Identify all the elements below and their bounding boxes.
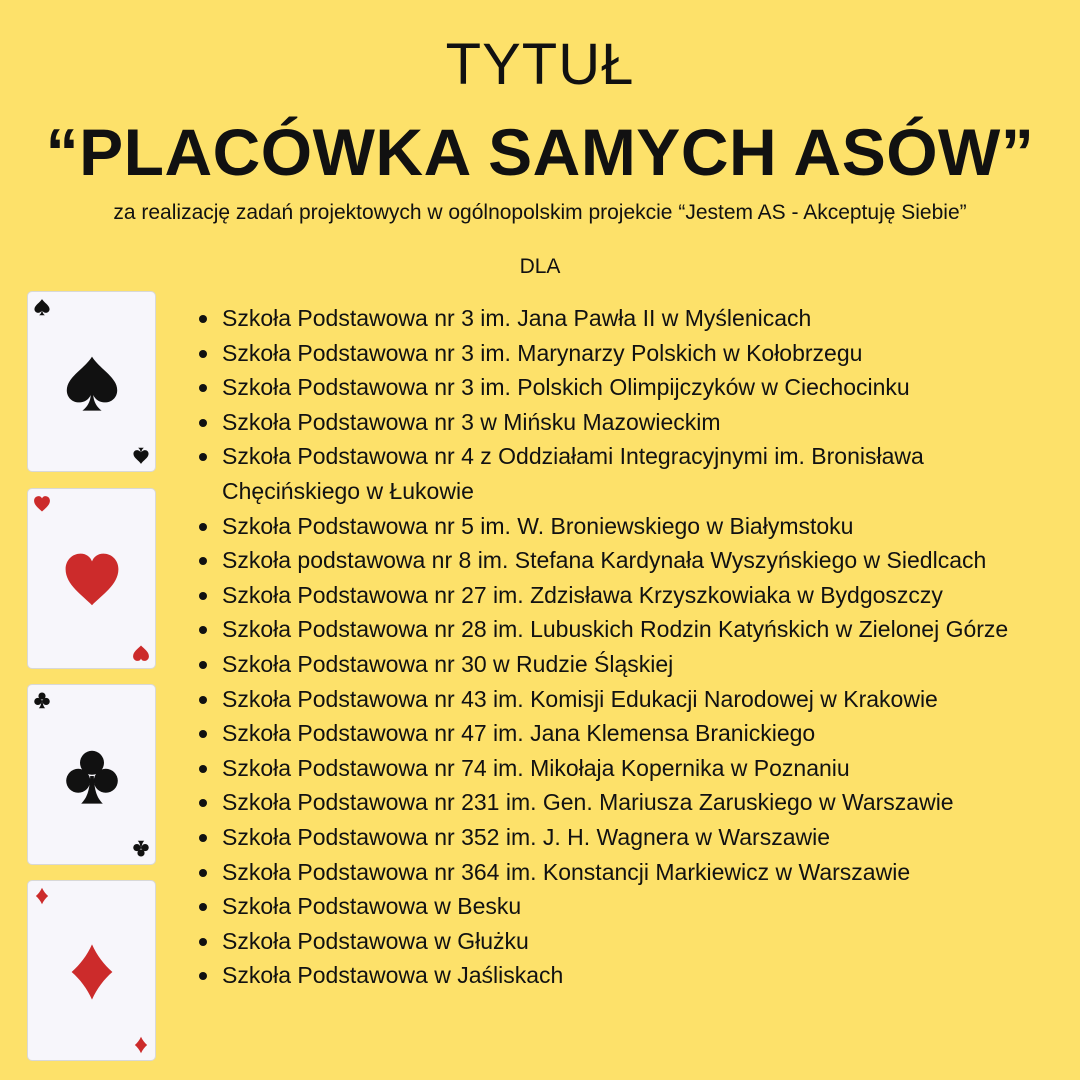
list-item: Szkoła Podstawowa nr 5 im. W. Broniewskiego w Białymstoku bbox=[196, 509, 1056, 544]
heart-icon bbox=[33, 495, 51, 513]
list-item: Szkoła Podstawowa nr 3 im. Jana Pawła II w Myślenicach bbox=[196, 301, 1056, 336]
diamond-icon bbox=[132, 1036, 150, 1054]
spade-icon bbox=[62, 353, 122, 413]
list-item: Szkoła Podstawowa nr 47 im. Jana Klemensa Branickiego bbox=[196, 716, 1056, 751]
club-icon bbox=[62, 746, 122, 806]
list-item: Szkoła Podstawowa nr 352 im. J. H. Wagnera w Warszawie bbox=[196, 820, 1056, 855]
spade-icon bbox=[132, 447, 150, 465]
list-item: Szkoła Podstawowa w Jaśliskach bbox=[196, 958, 1056, 993]
list-item: Szkoła Podstawowa nr 231 im. Gen. Mariusza Zaruskiego w Warszawie bbox=[196, 785, 1056, 820]
list-item: Szkoła Podstawowa nr 3 im. Polskich Olimpijczyków w Ciechocinku bbox=[196, 370, 1056, 405]
spade-icon bbox=[33, 298, 51, 316]
list-item: Szkoła Podstawowa nr 43 im. Komisji Edukacji Narodowej w Krakowie bbox=[196, 682, 1056, 717]
heart-icon bbox=[62, 550, 122, 610]
award-title: “PLACÓWKA SAMYCH ASÓW” bbox=[45, 115, 1035, 189]
ace-of-spades-card bbox=[27, 291, 156, 472]
list-item: Szkoła Podstawowa nr 3 w Mińsku Mazowieckim bbox=[196, 405, 1056, 440]
title-label: TYTUŁ bbox=[445, 32, 635, 97]
diamond-icon bbox=[62, 942, 122, 1002]
club-icon bbox=[33, 691, 51, 709]
list-item: Szkoła Podstawowa nr 27 im. Zdzisława Krzyszkowiaka w Bydgoszczy bbox=[196, 578, 1056, 613]
award-description: za realizację zadań projektowych w ogólnopolskim projekcie “Jestem AS - Akceptuję Siebie” bbox=[113, 201, 967, 224]
heart-icon bbox=[132, 644, 150, 662]
diamond-icon bbox=[33, 887, 51, 905]
recipients-label: DLA bbox=[519, 255, 561, 278]
ace-of-hearts-card bbox=[27, 488, 156, 669]
list-item: Szkoła Podstawowa nr 28 im. Lubuskich Rodzin Katyńskich w Zielonej Górze bbox=[196, 612, 1056, 647]
ace-of-clubs-card bbox=[27, 684, 156, 865]
list-item: Szkoła Podstawowa nr 3 im. Marynarzy Polskich w Kołobrzegu bbox=[196, 336, 1056, 371]
ace-of-diamonds-card bbox=[27, 880, 156, 1061]
list-item: Szkoła Podstawowa w Besku bbox=[196, 889, 1056, 924]
list-item: Szkoła podstawowa nr 8 im. Stefana Kardynała Wyszyńskiego w Siedlcach bbox=[196, 543, 1056, 578]
club-icon bbox=[132, 840, 150, 858]
list-item: Szkoła Podstawowa nr 4 z Oddziałami Integracyjnymi im. Bronisława Chęcińskiego w Łukowie bbox=[196, 439, 1056, 508]
list-item: Szkoła Podstawowa nr 30 w Rudzie Śląskiej bbox=[196, 647, 1056, 682]
list-item: Szkoła Podstawowa nr 364 im. Konstancji Markiewicz w Warszawie bbox=[196, 855, 1056, 890]
schools-list bbox=[196, 301, 1056, 993]
list-item: Szkoła Podstawowa nr 74 im. Mikołaja Kopernika w Poznaniu bbox=[196, 751, 1056, 786]
list-item: Szkoła Podstawowa w Głużku bbox=[196, 924, 1056, 959]
